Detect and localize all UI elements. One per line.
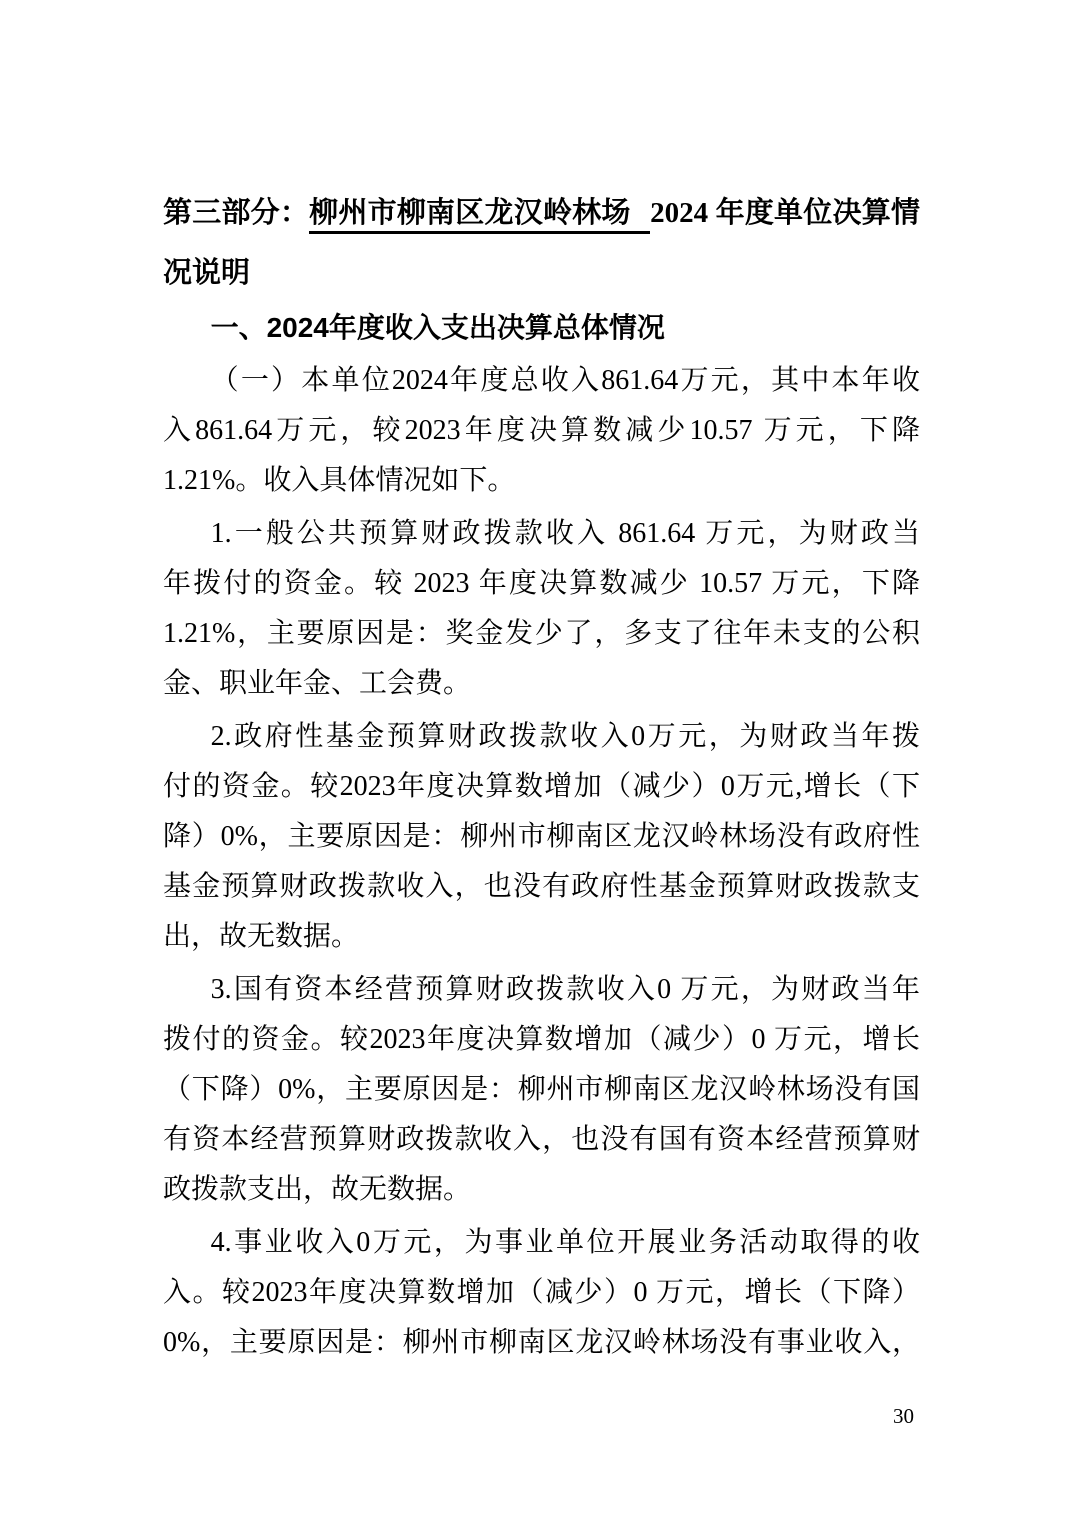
- body-line: 2.政府性基金预算财政拨款收入0万元，为财政当年拨: [210, 721, 920, 752]
- title-prefix: 第三部分：: [163, 197, 310, 229]
- paragraph-government-fund-budget: [163, 712, 920, 962]
- body-line: 降）0%，主要原因是：柳州市柳南区龙汉岭林场没有政府性: [163, 821, 920, 852]
- body-line: 入861.64万元，较2023年度决算数减少10.57 万元，下降: [163, 415, 920, 446]
- paragraph-general-public-budget: [163, 509, 920, 709]
- title-suffix: 2024 年度单位决算情: [650, 197, 920, 229]
- body-line: 有资本经营预算财政拨款收入，也没有国有资本经营预算财: [163, 1124, 920, 1155]
- section-heading: 一、2024年度收入支出决算总体情况: [210, 312, 665, 343]
- body-line: （一）本单位2024年度总收入861.64万元，其中本年收: [210, 365, 920, 396]
- body-line: 入。较2023年度决算数增加（减少）0 万元，增长（下降）: [163, 1277, 920, 1308]
- page-number: 30: [893, 1404, 914, 1428]
- body-line: （下降）0%，主要原因是：柳州市柳南区龙汉岭林场没有国: [163, 1074, 920, 1105]
- body-line: 1.21%，主要原因是：奖金发少了，多支了往年未支的公积: [163, 618, 920, 649]
- title-line-1: [163, 183, 920, 243]
- document-title: [163, 183, 920, 303]
- body-line: 0%，主要原因是：柳州市柳南区龙汉岭林场没有事业收入，: [163, 1327, 920, 1358]
- body-line: 1.21%。收入具体情况如下。: [163, 465, 516, 496]
- document-content: [163, 183, 920, 1368]
- body-line: 政拨款支出，故无数据。: [163, 1174, 472, 1205]
- body-line: 出，故无数据。: [163, 921, 360, 952]
- body-line: 付的资金。较2023年度决算数增加（减少）0万元,增长（下: [163, 771, 920, 802]
- body-line: 1.一般公共预算财政拨款收入 861.64 万元，为财政当: [210, 518, 920, 549]
- title-underlined-unit-name: 柳州市柳南区龙汉岭林场: [309, 197, 650, 234]
- body-line: 基金预算财政拨款收入，也没有政府性基金预算财政拨款支: [163, 871, 920, 902]
- body-line: 拨付的资金。较2023年度决算数增加（减少）0 万元，增长: [163, 1024, 920, 1055]
- body-line: 金、职业年金、工会费。: [163, 668, 472, 699]
- title-line-2: 况说明: [163, 257, 251, 289]
- paragraph-state-capital-budget: [163, 965, 920, 1215]
- body-line: 4.事业收入0万元，为事业单位开展业务活动取得的收: [210, 1227, 920, 1258]
- paragraph-total-income: [163, 356, 920, 506]
- paragraph-institutional-income: [163, 1218, 920, 1368]
- body-line: 3.国有资本经营预算财政拨款收入0 万元，为财政当年: [210, 974, 920, 1005]
- body-line: 年拨付的资金。较 2023 年度决算数减少 10.57 万元，下降: [163, 568, 920, 599]
